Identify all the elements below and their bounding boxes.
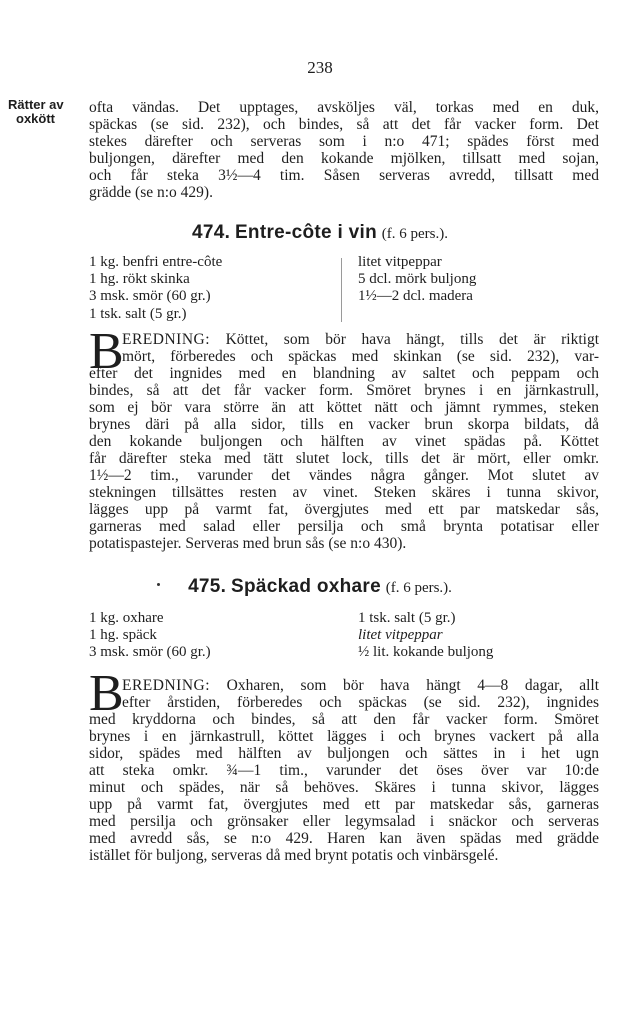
recipe-475-title: Späckad oxhare [231,576,381,597]
ingredient-item: 3 msk. smör (60 gr.) [89,288,211,305]
recipe-474-method-line-6: brynes däri på alla sidor, tills en vacker brun skorpa bildats, då [89,416,599,433]
ingredient-item: ½ lit. kokande buljong [358,644,494,661]
ingredient-item: 5 dcl. mörk buljong [358,271,477,288]
ingredient-item: 1 kg. oxhare [89,610,164,626]
intro-line-5: och får steka 3½—4 tim. Såsen serveras avredd, tillsatt med [89,167,599,184]
ingredient-item: 1 tsk. salt (5 gr.) [89,305,187,322]
recipe-474-method-line-4: bindes, så att det får vacker form. Smöret brynes i en järnkastrull, [89,382,599,399]
recipe-475-ingredients-left [89,610,329,662]
recipe-475-method-line-6: att steka omkr. ¾—1 tim., varunder det öses över var 10:de [89,762,599,779]
recipe-475-dropcap: B [89,665,124,722]
recipe-474-line-1-text: Köttet, som bör hava hängt, tills det är riktigt [225,331,600,348]
ingredient-item: 1 hg. späck [89,627,157,644]
ingredient-item: 1½—2 dcl. madera [358,288,473,305]
recipe-474-serves: (f. 6 pers.). [381,226,448,242]
recipe-475-method-line-5: sidor, spädes med hälften av buljongen och sättes in i het ugn [89,745,599,762]
margin-note-line-1: Rätter av [8,97,64,112]
ingredient-item: 3 msk. smör (60 gr.) [89,644,211,661]
ingredient-item: 1 tsk. salt (5 gr.) [358,610,456,626]
ingredient-item: 1 hg. rökt skinka [89,271,190,288]
intro-line-2: späckas (se sid. 232), och bindes, så att det får vacker form. Det [89,116,599,133]
recipe-475-serves: (f. 6 pers.). [385,580,452,596]
ingredient-item: litet vitpeppar [358,627,443,644]
recipe-475-line-1-text: Oxharen, som bör hava hängt 4—8 dagar, allt [226,677,599,694]
page-number: 238 [307,58,333,77]
margin-note-line-2: oxkött [16,111,55,126]
recipe-474-method-line-8: får därefter steka med tätt slutet lock, tills det är mört, eller omkr. [89,450,599,467]
recipe-475-heading [0,576,640,598]
recipe-474-method-line-2: mört, förberedes och späckas med skinkan (se sid. 232), var- [122,348,599,365]
recipe-475-method-line-11: istället för buljong, serveras då med brynt potatis och vinbärsgelé. [89,847,499,864]
recipe-474-method-line-11: lägges upp på varmt fat, övergjutes med ett par matskedar sås, [89,501,599,518]
intro-line-4: buljongen, därefter med den kokande mjölken, tillsatt med sojan, [89,150,599,167]
recipe-475-method-line-7: minut och spädes, när så behöves. Skäres i tunna skivor, lägges [89,779,599,796]
recipe-474-method-line-12: garneras med salad eller persilja och små brynta potatisar eller [89,518,599,535]
recipe-474-method-line-5: som ej bör vara större än att köttet nätt och jämnt rymmes, steken [89,399,599,416]
recipe-474-method-line-10: stekningen tillsättes resten av vinet. Steken skäres i tunna skivor, [89,484,599,501]
ingredient-item: litet vitpeppar [358,254,442,270]
recipe-475-ingredients-right [358,610,598,662]
recipe-474-title: Entre-côte i vin [234,222,377,243]
recipe-474-heading [0,222,640,244]
recipe-474-method-line-9: 1½—2 tim., varunder det vändes några gånger. Mot slutet av [89,467,599,484]
margin-note [8,98,88,126]
recipe-475-method-line-10: med avredd sås, se n:o 429. Haren kan även spädas med grädde [89,830,599,847]
recipe-474-method-line-1 [122,331,599,348]
intro-line-1: ofta vändas. Det upptages, avsköljes väl, torkas med en duk, [89,99,599,116]
recipe-475-method-line-1 [122,677,599,694]
recipe-475-number: 475. [188,576,227,597]
recipe-475-method-line-8: upp på varmt fat, övergjutes med ett par matskedar sås, garneras [89,796,599,813]
recipe-474-method-line-3: efter det ingnides med en blandning av saltet och peppam och [89,365,599,382]
recipe-474-number: 474. [192,222,231,243]
intro-line-6: grädde (se n:o 429). [89,184,213,201]
recipe-474-method-line-13: potatispastejer. Serveras med brun sås (se n:o 430). [89,535,407,552]
ingredient-column-divider [341,258,342,322]
intro-line-3: stekes därefter och serveras som i n:o 471; spädes först med [89,133,599,150]
recipe-474-ingredients-right [358,254,598,306]
recipe-475-method-line-4: brynes i en järnkastrull, köttet lägges i och brynes vackert på alla [89,728,599,745]
recipe-475-method-line-9: med persilja och grönsaker eller legymsalad i snäckor och serveras [89,813,599,830]
recipe-475-lead: EREDNING: [122,677,211,694]
recipe-474-method-line-7: den kokande buljongen och hälften av vinet spädas på. Köttet [89,433,599,450]
recipe-475-method-line-3: med kryddorna och bindes, så att den får vacker form. Smöret [89,711,599,728]
recipe-475-method-line-2: efter årstiden, förberedes och späckas (se sid. 232), ingnides [122,694,599,711]
ingredient-item: 1 kg. benfri entre-côte [89,254,223,270]
recipe-474-dropcap: B [89,323,124,380]
recipe-474-lead: EREDNING: [122,331,211,348]
recipe-474-ingredients-left [89,254,329,323]
